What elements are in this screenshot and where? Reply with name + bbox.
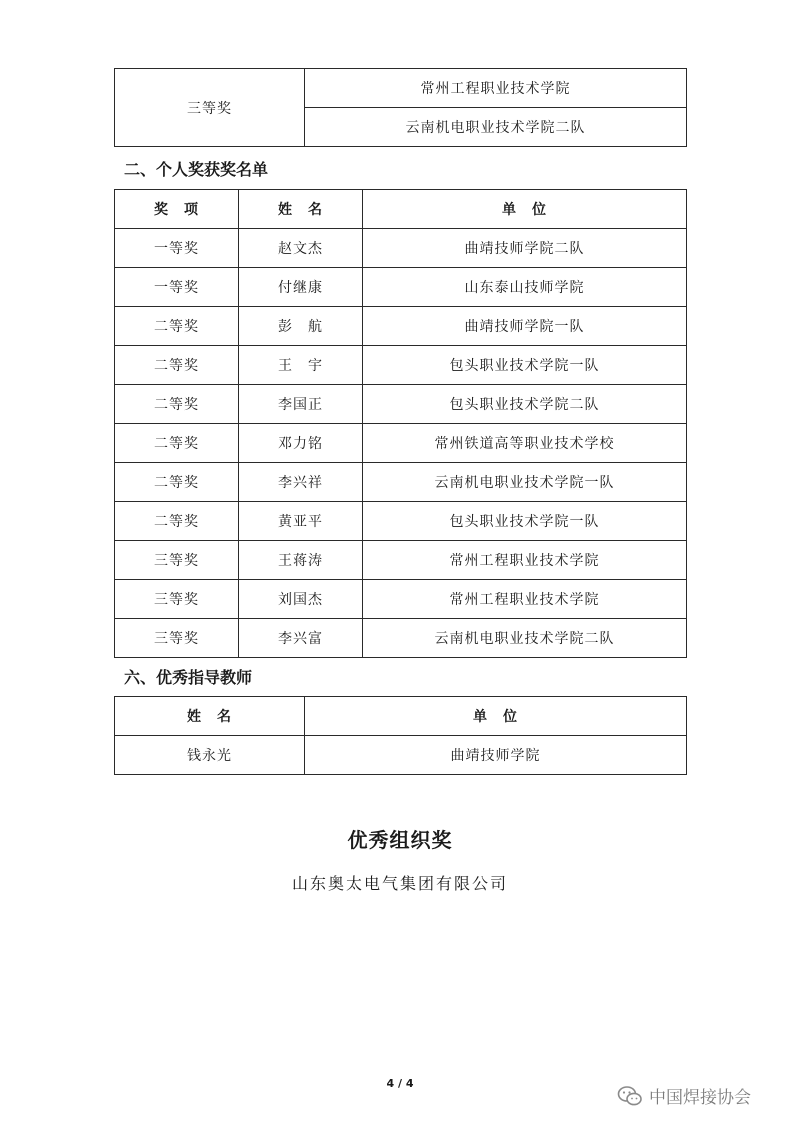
unit-cell: 山东泰山技师学院 <box>363 268 687 307</box>
unit-cell: 常州工程职业技术学院 <box>363 580 687 619</box>
organization-award-title: 优秀组织奖 <box>347 828 453 852</box>
wechat-icon <box>617 1085 643 1107</box>
table-row <box>115 619 687 658</box>
section-heading-individual: 二、个人奖获奖名单 <box>124 160 269 179</box>
award-cell: 二等奖 <box>115 424 239 463</box>
unit-cell: 常州铁道高等职业技术学校 <box>363 424 687 463</box>
name-cell: 邓力铭 <box>239 424 363 463</box>
unit-cell: 常州工程职业技术学院 <box>363 541 687 580</box>
award-cell: 二等奖 <box>115 346 239 385</box>
name-cell: 王蒋涛 <box>239 541 363 580</box>
table-row <box>115 268 687 307</box>
column-header-name: 姓 名 <box>239 190 363 229</box>
unit-cell: 曲靖技师学院二队 <box>363 229 687 268</box>
name-cell: 刘国杰 <box>239 580 363 619</box>
column-header-unit: 单 位 <box>363 190 687 229</box>
name-cell: 李兴祥 <box>239 463 363 502</box>
watermark <box>617 1083 751 1108</box>
name-cell: 赵文杰 <box>239 229 363 268</box>
unit-cell: 包头职业技术学院二队 <box>363 385 687 424</box>
award-cell: 三等奖 <box>115 541 239 580</box>
table-row <box>115 229 687 268</box>
unit-cell: 曲靖技师学院 <box>305 736 687 775</box>
award-cell: 三等奖 <box>115 69 305 147</box>
table-row <box>115 346 687 385</box>
table-header-row <box>115 697 687 736</box>
table-row <box>115 463 687 502</box>
award-cell: 一等奖 <box>115 229 239 268</box>
name-cell: 付继康 <box>239 268 363 307</box>
teacher-table <box>114 696 687 775</box>
name-cell: 李国正 <box>239 385 363 424</box>
name-cell: 黄亚平 <box>239 502 363 541</box>
column-header-name: 姓 名 <box>115 697 305 736</box>
name-cell: 王 宇 <box>239 346 363 385</box>
table-row <box>115 502 687 541</box>
table-row <box>115 385 687 424</box>
team-third-award-table <box>114 68 687 147</box>
column-header-award: 奖 项 <box>115 190 239 229</box>
unit-cell: 云南机电职业技术学院二队 <box>305 108 687 147</box>
award-cell: 二等奖 <box>115 307 239 346</box>
table-row <box>115 307 687 346</box>
table-row <box>115 424 687 463</box>
award-cell: 三等奖 <box>115 619 239 658</box>
column-header-unit: 单 位 <box>305 697 687 736</box>
table-row <box>115 541 687 580</box>
award-cell: 二等奖 <box>115 463 239 502</box>
individual-award-table <box>114 189 687 658</box>
award-cell: 一等奖 <box>115 268 239 307</box>
section-heading-teacher: 六、优秀指导教师 <box>124 668 253 687</box>
unit-cell: 常州工程职业技术学院 <box>305 69 687 108</box>
table-row <box>115 580 687 619</box>
unit-cell: 曲靖技师学院一队 <box>363 307 687 346</box>
unit-cell: 包头职业技术学院一队 <box>363 346 687 385</box>
name-cell: 李兴富 <box>239 619 363 658</box>
award-cell: 二等奖 <box>115 502 239 541</box>
table-row <box>115 69 687 108</box>
name-cell: 彭 航 <box>239 307 363 346</box>
unit-cell: 云南机电职业技术学院二队 <box>363 619 687 658</box>
name-cell: 钱永光 <box>115 736 305 775</box>
page-number: 4 / 4 <box>386 1077 414 1090</box>
table-header-row <box>115 190 687 229</box>
watermark-text: 中国焊接协会 <box>649 1088 751 1108</box>
unit-cell: 包头职业技术学院一队 <box>363 502 687 541</box>
table-row <box>115 736 687 775</box>
organization-award-name: 山东奥太电气集团有限公司 <box>291 874 508 893</box>
unit-cell: 云南机电职业技术学院一队 <box>363 463 687 502</box>
award-cell: 二等奖 <box>115 385 239 424</box>
award-cell: 三等奖 <box>115 580 239 619</box>
